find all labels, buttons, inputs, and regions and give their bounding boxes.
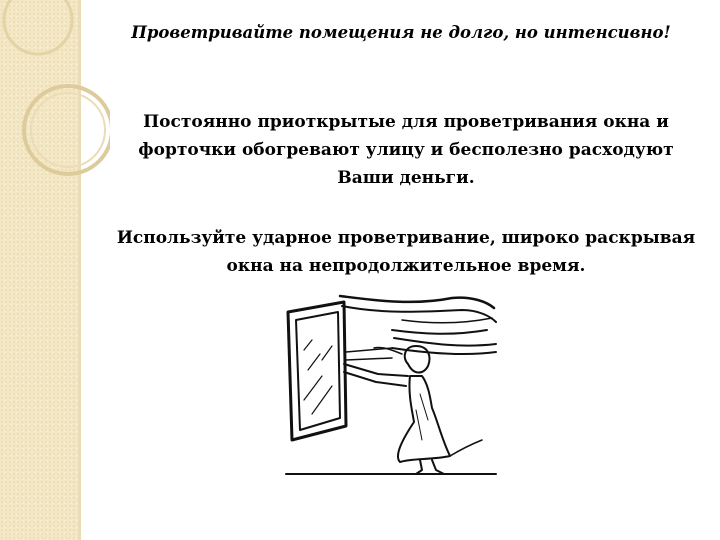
woman-opening-window-illustration <box>282 290 500 480</box>
paragraph-constantly-open-windows: Постоянно приоткрытые для проветривания окна и форточки обогревают улицу и бесполезно расходуют Ваши деньги. <box>138 112 674 188</box>
slide-title: Проветривайте помещения не долго, но интенсивно! <box>131 23 671 42</box>
decorative-circles <box>0 0 110 220</box>
paragraph-burst-ventilation: Используйте ударное проветривание, широко раскрывая окна на непродолжительное время. <box>116 228 696 276</box>
